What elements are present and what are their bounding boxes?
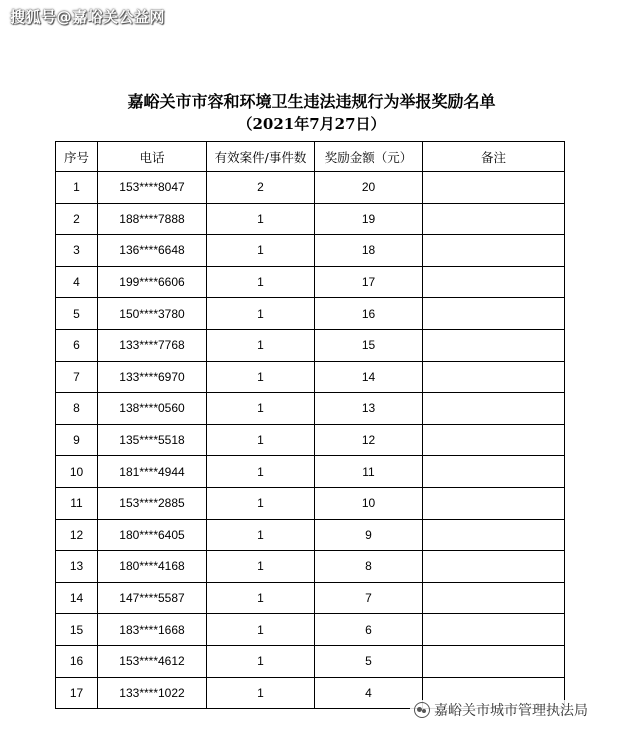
table-row xyxy=(56,203,565,235)
cell-col-remarks xyxy=(423,614,565,646)
cell-col-reward-amount: 10 xyxy=(315,487,423,519)
watermark-top: 搜狐号@嘉峪关公益网 xyxy=(10,8,166,26)
table-row xyxy=(56,424,565,456)
cell-col-case-count: 1 xyxy=(207,487,315,519)
cell-col-reward-amount: 4 xyxy=(315,677,423,709)
cell-col-remarks xyxy=(423,424,565,456)
cell-col-remarks xyxy=(423,456,565,488)
cell-col-remarks xyxy=(423,235,565,267)
wechat-logo-icon xyxy=(414,702,430,718)
cell-col-index: 3 xyxy=(56,235,98,267)
cell-col-case-count: 1 xyxy=(207,614,315,646)
cell-col-remarks xyxy=(423,298,565,330)
award-table xyxy=(55,141,565,709)
cell-col-reward-amount: 16 xyxy=(315,298,423,330)
cell-col-case-count: 1 xyxy=(207,456,315,488)
header-col-remarks: 备注 xyxy=(423,142,565,172)
cell-col-remarks xyxy=(423,361,565,393)
cell-col-case-count: 1 xyxy=(207,424,315,456)
table-row xyxy=(56,645,565,677)
cell-col-reward-amount: 9 xyxy=(315,519,423,551)
cell-col-phone: 199****6606 xyxy=(98,266,207,298)
cell-col-case-count: 1 xyxy=(207,582,315,614)
header-col-reward-amount: 奖励金额（元） xyxy=(315,142,423,172)
cell-col-index: 7 xyxy=(56,361,98,393)
cell-col-reward-amount: 17 xyxy=(315,266,423,298)
cell-col-index: 12 xyxy=(56,519,98,551)
table-row xyxy=(56,519,565,551)
cell-col-index: 4 xyxy=(56,266,98,298)
table-row xyxy=(56,551,565,583)
cell-col-index: 1 xyxy=(56,172,98,204)
cell-col-phone: 133****6970 xyxy=(98,361,207,393)
cell-col-phone: 147****5587 xyxy=(98,582,207,614)
table-row xyxy=(56,172,565,204)
cell-col-reward-amount: 19 xyxy=(315,203,423,235)
cell-col-case-count: 1 xyxy=(207,329,315,361)
cell-col-reward-amount: 13 xyxy=(315,393,423,425)
header-col-phone: 电话 xyxy=(98,142,207,172)
cell-col-case-count: 1 xyxy=(207,266,315,298)
cell-col-case-count: 1 xyxy=(207,677,315,709)
cell-col-index: 2 xyxy=(56,203,98,235)
cell-col-remarks xyxy=(423,487,565,519)
cell-col-phone: 181****4944 xyxy=(98,456,207,488)
cell-col-index: 10 xyxy=(56,456,98,488)
table-row xyxy=(56,235,565,267)
cell-col-case-count: 1 xyxy=(207,519,315,551)
cell-col-remarks xyxy=(423,519,565,551)
table-row xyxy=(56,298,565,330)
cell-col-phone: 150****3780 xyxy=(98,298,207,330)
cell-col-case-count: 1 xyxy=(207,393,315,425)
table-body xyxy=(56,172,565,709)
cell-col-index: 15 xyxy=(56,614,98,646)
cell-col-remarks xyxy=(423,203,565,235)
page-subtitle-date: （2021年7月27日） xyxy=(237,115,386,133)
cell-col-index: 5 xyxy=(56,298,98,330)
cell-col-index: 16 xyxy=(56,645,98,677)
table-row xyxy=(56,582,565,614)
header-col-case-count: 有效案件/事件数 xyxy=(207,142,315,172)
cell-col-reward-amount: 15 xyxy=(315,329,423,361)
cell-col-reward-amount: 7 xyxy=(315,582,423,614)
cell-col-reward-amount: 20 xyxy=(315,172,423,204)
cell-col-phone: 183****1668 xyxy=(98,614,207,646)
cell-col-phone: 138****0560 xyxy=(98,393,207,425)
watermark-bottom xyxy=(410,700,592,720)
cell-col-case-count: 1 xyxy=(207,298,315,330)
cell-col-index: 11 xyxy=(56,487,98,519)
cell-col-index: 17 xyxy=(56,677,98,709)
cell-col-phone: 133****7768 xyxy=(98,329,207,361)
cell-col-phone: 135****5518 xyxy=(98,424,207,456)
table-row xyxy=(56,487,565,519)
cell-col-reward-amount: 18 xyxy=(315,235,423,267)
table-header-row xyxy=(56,142,565,172)
table-row xyxy=(56,456,565,488)
table-row xyxy=(56,361,565,393)
cell-col-phone: 153****8047 xyxy=(98,172,207,204)
cell-col-remarks xyxy=(423,645,565,677)
table-row xyxy=(56,393,565,425)
table-row xyxy=(56,329,565,361)
cell-col-case-count: 1 xyxy=(207,361,315,393)
cell-col-index: 14 xyxy=(56,582,98,614)
cell-col-index: 9 xyxy=(56,424,98,456)
cell-col-remarks xyxy=(423,329,565,361)
cell-col-phone: 188****7888 xyxy=(98,203,207,235)
cell-col-reward-amount: 6 xyxy=(315,614,423,646)
page-title: 嘉峪关市市容和环境卫生违法违规行为举报奖励名单 xyxy=(127,92,496,111)
cell-col-phone: 136****6648 xyxy=(98,235,207,267)
cell-col-case-count: 1 xyxy=(207,645,315,677)
cell-col-reward-amount: 11 xyxy=(315,456,423,488)
cell-col-phone: 153****2885 xyxy=(98,487,207,519)
cell-col-case-count: 1 xyxy=(207,551,315,583)
table-row xyxy=(56,614,565,646)
header-col-index: 序号 xyxy=(56,142,98,172)
cell-col-case-count: 2 xyxy=(207,172,315,204)
cell-col-index: 13 xyxy=(56,551,98,583)
cell-col-reward-amount: 14 xyxy=(315,361,423,393)
cell-col-reward-amount: 8 xyxy=(315,551,423,583)
cell-col-phone: 180****4168 xyxy=(98,551,207,583)
cell-col-remarks xyxy=(423,393,565,425)
table-row xyxy=(56,266,565,298)
cell-col-index: 6 xyxy=(56,329,98,361)
cell-col-case-count: 1 xyxy=(207,203,315,235)
cell-col-reward-amount: 5 xyxy=(315,645,423,677)
cell-col-reward-amount: 12 xyxy=(315,424,423,456)
cell-col-phone: 180****6405 xyxy=(98,519,207,551)
cell-col-index: 8 xyxy=(56,393,98,425)
watermark-bottom-text: 嘉峪关市城市管理执法局 xyxy=(434,703,588,719)
cell-col-remarks xyxy=(423,551,565,583)
cell-col-case-count: 1 xyxy=(207,235,315,267)
cell-col-phone: 153****4612 xyxy=(98,645,207,677)
cell-col-phone: 133****1022 xyxy=(98,677,207,709)
cell-col-remarks xyxy=(423,266,565,298)
cell-col-remarks xyxy=(423,172,565,204)
cell-col-remarks xyxy=(423,582,565,614)
